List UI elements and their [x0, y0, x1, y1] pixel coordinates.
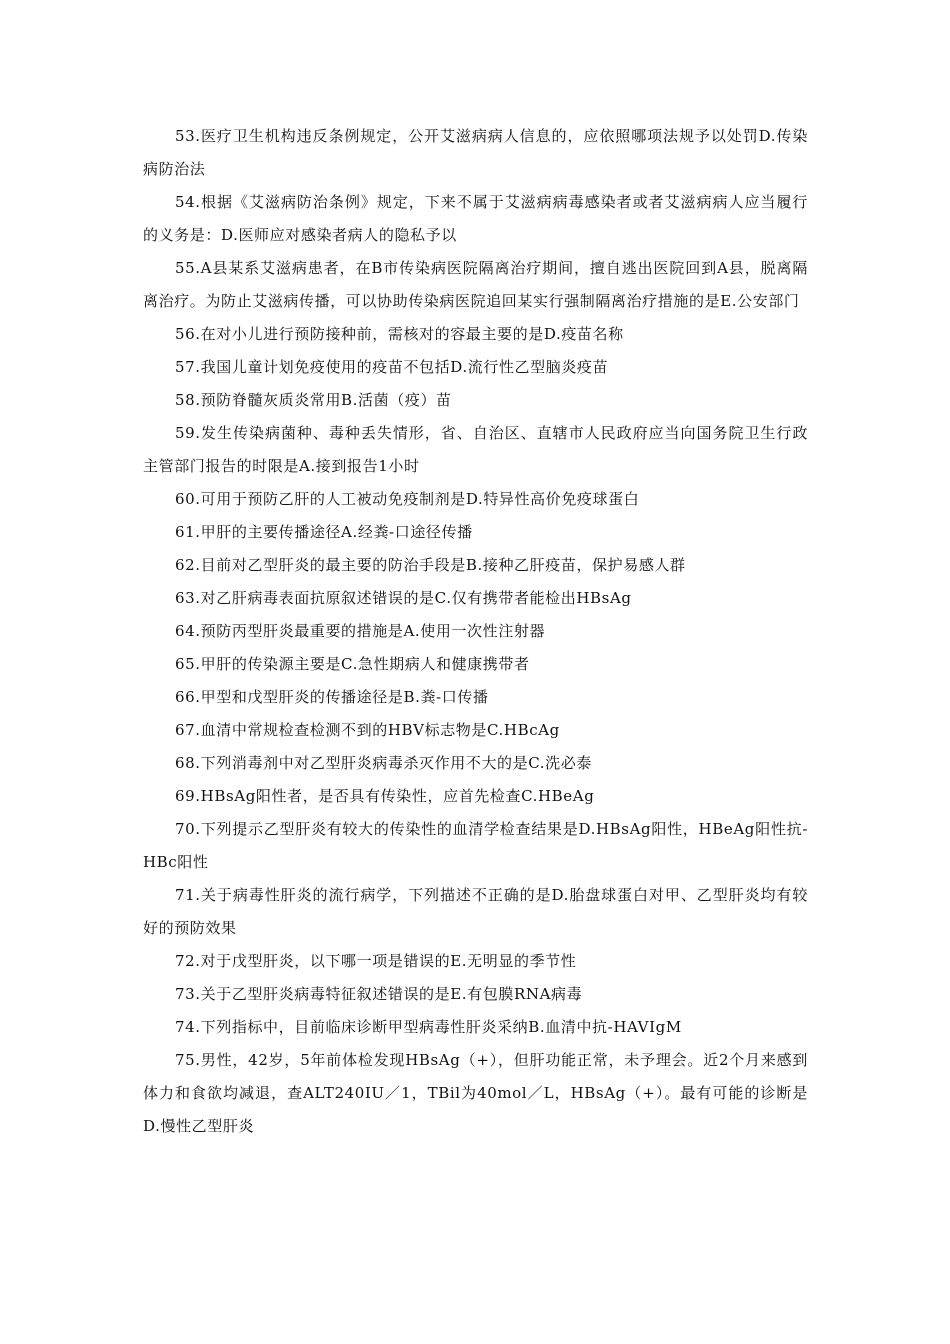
question-71: 71.关于病毒性肝炎的流行病学，下列描述不正确的是D.胎盘球蛋白对甲、乙型肝炎均有较好的预防效果: [143, 886, 808, 937]
question-67: 67.血清中常规检查检测不到的HBV标志物是C.HBcAg: [175, 721, 560, 739]
question-56: 56.在对小儿进行预防接种前，需核对的容最主要的是D.疫苗名称: [175, 325, 624, 343]
question-66: 66.甲型和戊型肝炎的传播途径是B.粪-口传播: [175, 688, 489, 706]
question-72: 72.对于戊型肝炎，以下哪一项是错误的E.无明显的季节性: [175, 952, 577, 970]
question-59: 59.发生传染病菌种、毒种丢失情形，省、自治区、直辖市人民政府应当向国务院卫生行政主管部门报告的时限是A.接到报告1小时: [143, 424, 808, 475]
question-69: 69.HBsAg阳性者，是否具有传染性，应首先检查C.HBeAg: [175, 787, 595, 805]
question-61: 61.甲肝的主要传播途径A.经粪-口途径传播: [175, 523, 473, 541]
question-64: 64.预防丙型肝炎最重要的措施是A.使用一次性注射器: [175, 622, 546, 640]
question-62: 62.目前对乙型肝炎的最主要的防治手段是B.接种乙肝疫苗，保护易感人群: [175, 556, 686, 574]
question-60: 60.可用于预防乙肝的人工被动免疫制剂是D.特异性高价免疫球蛋白: [175, 490, 640, 508]
question-70: 70.下列提示乙型肝炎有较大的传染性的血清学检查结果是D.HBsAg阳性，HBeAg阳性抗-HBc阳性: [143, 820, 808, 871]
question-63: 63.对乙肝病毒表面抗原叙述错误的是C.仅有携带者能检出HBsAg: [175, 589, 632, 607]
question-65: 65.甲肝的传染源主要是C.急性期病人和健康携带者: [175, 655, 530, 673]
question-list: [143, 120, 808, 1143]
question-75: 75.男性，42岁，5年前体检发现HBsAg（+），但肝功能正常，未予理会。近2个月来感到体力和食欲均减退，查ALT240IU／1，TBil为40mol／L，HBsAg（+）。最有可能的诊断是D.慢性乙型肝炎: [143, 1051, 808, 1135]
question-57: 57.我国儿童计划免疫使用的疫苗不包括D.流行性乙型脑炎疫苗: [175, 358, 609, 376]
question-58: 58.预防脊髓灰质炎常用B.活菌（疫）苗: [175, 391, 452, 409]
question-53: 53.医疗卫生机构违反条例规定，公开艾滋病病人信息的，应依照哪项法规予以处罚D.传染病防治法: [143, 127, 808, 178]
question-73: 73.关于乙型肝炎病毒特征叙述错误的是E.有包膜RNA病毒: [175, 985, 583, 1003]
question-68: 68.下列消毒剂中对乙型肝炎病毒杀灭作用不大的是C.洗必泰: [175, 754, 592, 772]
question-54: 54.根据《艾滋病防治条例》规定，下来不属于艾滋病病毒感染者或者艾滋病病人应当履行的义务是：D.医师应对感染者病人的隐私予以: [143, 193, 808, 244]
question-74: 74.下列指标中，目前临床诊断甲型病毒性肝炎采纳B.血清中抗-HAVIgM: [175, 1018, 682, 1036]
question-55: 55.A县某系艾滋病患者，在B市传染病医院隔离治疗期间，擅自逃出医院回到A县，脱离隔离治疗。为防止艾滋病传播，可以协助传染病医院追回某实行强制隔离治疗措施的是E.公安部门: [143, 259, 808, 310]
